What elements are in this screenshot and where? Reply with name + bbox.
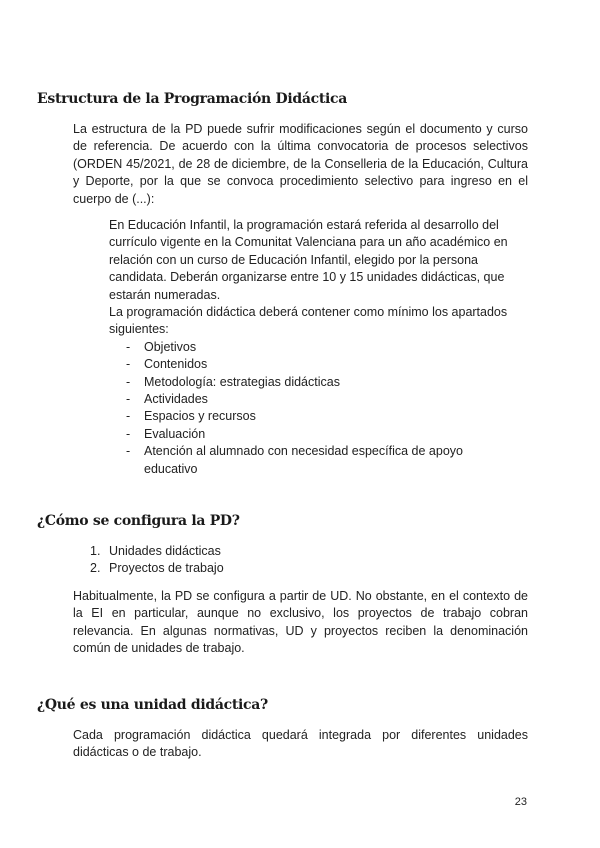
list-item-text: Evaluación	[144, 426, 206, 441]
list-number: 1.	[90, 544, 101, 558]
didactic-unit-paragraph: Cada programación didáctica quedará integrada por diferentes unidades didácticas o de trabajo.	[73, 728, 528, 760]
required-sections-list	[109, 339, 529, 478]
list-item-text: Atención al alumnado con necesidad específica de apoyo educativo	[144, 444, 463, 476]
page-number: 23	[514, 796, 527, 808]
dash-bullet: -	[126, 374, 131, 389]
quoted-block	[109, 217, 529, 478]
dash-bullet: -	[126, 426, 131, 441]
list-item	[90, 543, 224, 560]
list-item	[109, 443, 484, 478]
dash-bullet: -	[126, 339, 131, 354]
dash-bullet: -	[126, 357, 131, 372]
list-item	[90, 560, 224, 577]
quote-paragraph-2: La programación didáctica deberá contener como mínimo los apartados siguientes:	[109, 305, 508, 337]
list-item	[109, 391, 484, 408]
list-item	[109, 426, 484, 443]
section-heading-structure: Estructura de la Programación Didáctica	[37, 91, 348, 107]
section-heading-didactic-unit: ¿Qué es una unidad didáctica?	[37, 697, 268, 713]
configuration-list	[90, 543, 224, 578]
list-item	[109, 374, 484, 391]
list-number: 2.	[90, 561, 101, 576]
list-item-text: Proyectos de trabajo	[109, 561, 224, 576]
dash-bullet: -	[126, 392, 131, 407]
list-item-text: Objetivos	[144, 339, 197, 354]
list-item-text: Actividades	[144, 392, 208, 407]
list-item	[109, 339, 484, 356]
list-item-text: Metodología: estrategias didácticas	[144, 374, 340, 389]
list-item-text: Unidades didácticas	[109, 544, 221, 558]
list-item	[109, 356, 484, 373]
configuration-paragraph: Habitualmente, la PD se configura a partir de UD. No obstante, en el contexto de la EI en particular, aunque no exclusivo, los proyectos de trabajo cobran relevancia. En algunas normativas, UD y proyectos reciben la denominación común de unidades de trabajo.	[73, 589, 528, 656]
intro-paragraph: La estructura de la PD puede sufrir modificaciones según el documento y curso de referencia. De acuerdo con la última convocatoria de procesos selectivos (ORDEN 45/2021, de 28 de diciembre, de la Conselleria de la Educación, Cultura y Deporte, por la que se convoca procedimiento selectivo para ingreso en el cuerpo de (...):	[73, 122, 528, 206]
list-item-text: Contenidos	[144, 357, 208, 372]
section-heading-configuration: ¿Cómo se configura la PD?	[37, 513, 240, 529]
quote-paragraph-1: En Educación Infantil, la programación estará referida al desarrollo del currículo vigente en la Comunitat Valenciana para un año académico en relación con un curso de Educación Infantil, elegido por la persona candidata. Deberán organizarse entre 10 y 15 unidades didácticas, que estarán numeradas.	[109, 218, 508, 302]
list-item	[109, 408, 484, 425]
dash-bullet: -	[126, 409, 131, 424]
dash-bullet: -	[126, 444, 131, 459]
list-item-text: Espacios y recursos	[144, 409, 256, 424]
